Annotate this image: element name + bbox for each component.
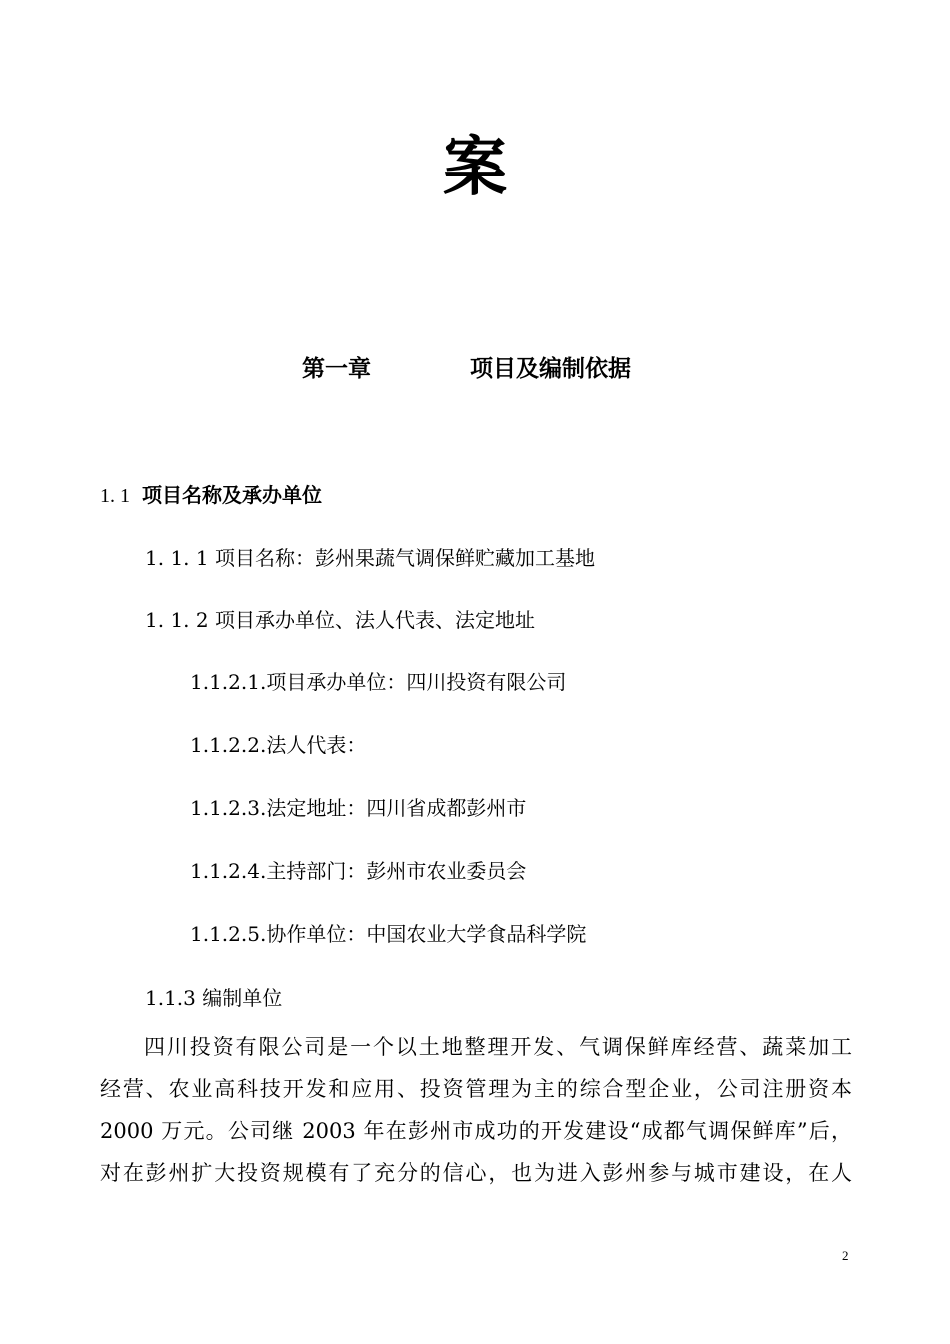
item-1-1-1: 1. 1. 1 项目名称：彭州果蔬气调保鲜贮藏加工基地 xyxy=(145,546,595,570)
sub-item-1-1-2-5: 1.1.2.5.协作单位：中国农业大学食品科学院 xyxy=(190,922,587,946)
section-number: 1. 1 xyxy=(100,485,130,507)
paragraph-line: 经营、农业高科技开发和应用、投资管理为主的综合型企业，公司注册资本 xyxy=(100,1077,852,1101)
paragraph-line: 对在彭州扩大投资规模有了充分的信心，也为进入彭州参与城市建设，在人 xyxy=(100,1161,852,1185)
body-paragraph xyxy=(100,1026,852,1194)
item-1-1-2: 1. 1. 2 项目承办单位、法人代表、法定地址 xyxy=(145,608,535,632)
sub-item-1-1-2-3: 1.1.2.3.法定地址：四川省成都彭州市 xyxy=(190,796,527,820)
item-1-1-3: 1.1.3 编制单位 xyxy=(145,986,283,1010)
page-number: 2 xyxy=(842,1248,849,1263)
sub-item-1-1-2-2: 1.1.2.2.法人代表： xyxy=(190,733,367,757)
sub-item-1-1-2-1: 1.1.2.1.项目承办单位：四川投资有限公司 xyxy=(190,670,567,694)
chapter-number: 第一章 xyxy=(302,356,371,382)
sub-item-1-1-2-4: 1.1.2.4.主持部门：彭州市农业委员会 xyxy=(190,859,527,883)
paragraph-line: 四川投资有限公司是一个以土地整理开发、气调保鲜库经营、蔬菜加工 xyxy=(144,1035,852,1059)
chapter-heading xyxy=(0,350,950,384)
chapter-name: 项目及编制依据 xyxy=(470,356,631,382)
section-heading-1-1 xyxy=(100,480,322,511)
document-title: 案 xyxy=(443,131,507,205)
section-title: 项目名称及承办单位 xyxy=(142,483,322,507)
paragraph-line: 2000 万元。公司继 2003 年在彭州市成功的开发建设“成都气调保鲜库”后， xyxy=(100,1119,852,1143)
